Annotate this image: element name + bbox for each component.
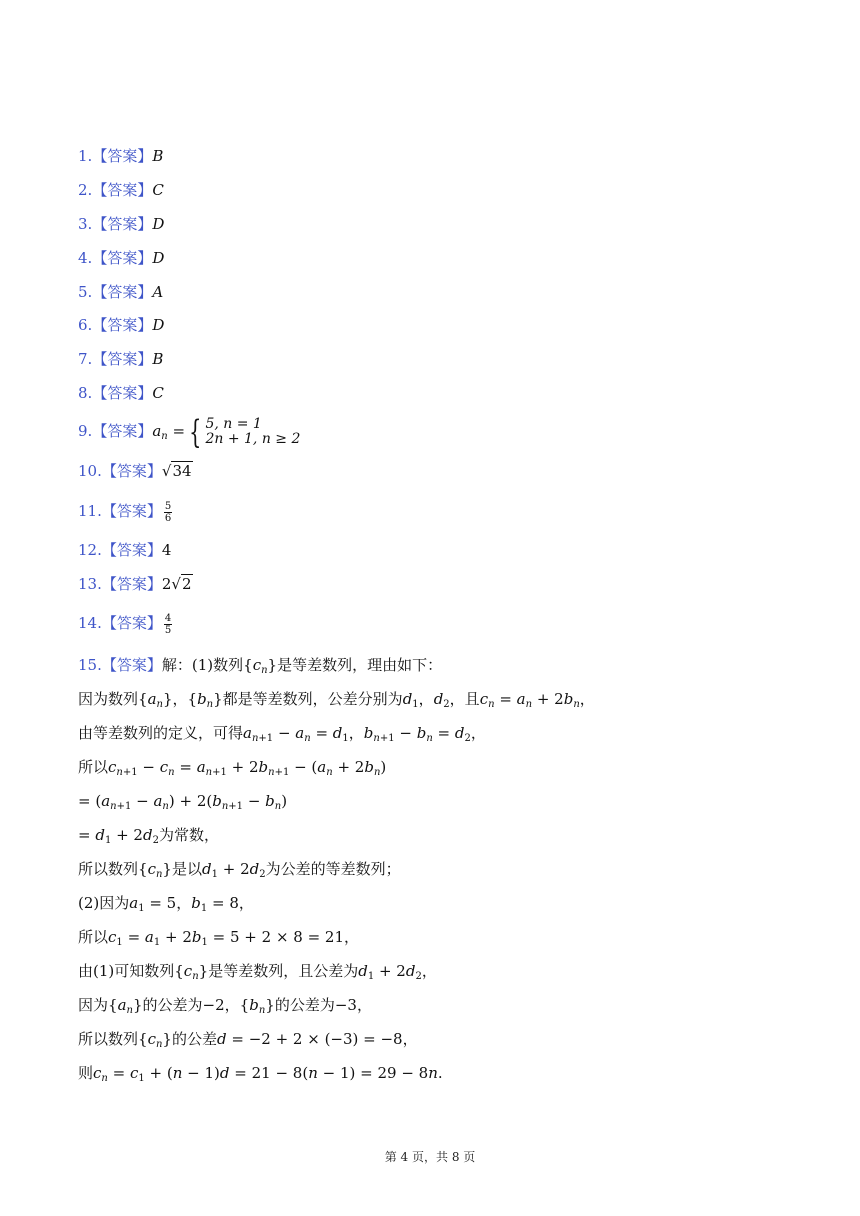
answer-12: 12.【答案】4 <box>78 541 172 559</box>
answer-2: 2.【答案】C <box>78 181 164 199</box>
sqrt-expression: √34 <box>161 462 192 480</box>
answer-15-line-9: 所以$c_1 = a_1 + 2b_1 = 5 + 2 \times 8 = 21$， <box>78 928 360 948</box>
answer-15-line-10: 由(1)可知数列$\{c_n\}$是等差数列，且公差为$d_1 + 2d_2$， <box>78 962 437 982</box>
fraction: $\frac{4}{5}$ <box>164 612 172 636</box>
answer-15-line-8: (2)因为$a_1 = 5$，$b_1 = 8$， <box>78 894 254 914</box>
sqrt-expression: √2 <box>171 575 192 593</box>
answer-8: 8.【答案】C <box>78 384 164 402</box>
answer-9: 9.【答案】$a_n$ = { 5, n = 1 2n + 1, n ≥ 2 <box>78 413 301 451</box>
answer-15-line-4: 所以$c_{n+1} - c_n = a_{n+1} + 2b_{n+1} - (a_n + 2b_n)$ <box>78 758 387 778</box>
answer-14: 14.【答案】 $\frac{4}{5}$ <box>78 612 172 636</box>
page-footer: 第 4 页，共 8 页 <box>384 1150 476 1164</box>
answer-10: 10.【答案】√34 <box>78 462 192 480</box>
answer-15-line-7: 所以数列$\{c_n\}$是以$d_1 + 2d_2$为公差的等差数列； <box>78 860 401 880</box>
answer-15-line-12: 所以数列$\{c_n\}$的公差d = −2 + 2 × (−3) = −8， <box>78 1030 418 1050</box>
left-brace: { <box>189 413 202 451</box>
answer-4: 4.【答案】D <box>78 249 165 267</box>
answer-15-line-2: 因为数列$\{a_n\}$，$\{b_n\}$都是等差数列，公差分别为$d_1$，$d_2$，且$c_n = a_n + 2b_n$， <box>78 690 595 710</box>
answer-13: 13.【答案】2√2 <box>78 575 192 593</box>
piecewise-cases: 5, n = 1 2n + 1, n ≥ 2 <box>205 416 301 447</box>
answer-15-line-3: 由等差数列的定义，可得$a_{n+1} - a_n = d_1$，$b_{n+1} - b_n = d_2$， <box>78 724 486 744</box>
answer-1: 1.【答案】B <box>78 147 164 165</box>
answer-11: 11.【答案】 $\frac{5}{6}$ <box>78 500 172 524</box>
fraction: $\frac{5}{6}$ <box>164 500 172 524</box>
answer-15-line-1: 15.【答案】解：(1)数列$\{c_n\}$是等差数列，理由如下： <box>78 656 443 676</box>
answer-15-line-5: = $(a_{n+1} - a_n) + 2(b_{n+1} - b_n)$ <box>78 792 288 812</box>
answer-3: 3.【答案】D <box>78 215 165 233</box>
answer-7: 7.【答案】B <box>78 350 164 368</box>
answer-15-line-6: = $d_1 + 2d_2$为常数， <box>78 826 219 846</box>
answer-15-line-13: 则$c_n = c_1 + (n - 1)d = 21 - 8(n - 1) = 29 - 8n$. <box>78 1064 443 1084</box>
answer-5: 5.【答案】A <box>78 283 164 301</box>
answer-6: 6.【答案】D <box>78 316 165 334</box>
answer-15-line-11: 因为$\{a_n\}$的公差为−2，$\{b_n\}$的公差为−3， <box>78 996 372 1016</box>
